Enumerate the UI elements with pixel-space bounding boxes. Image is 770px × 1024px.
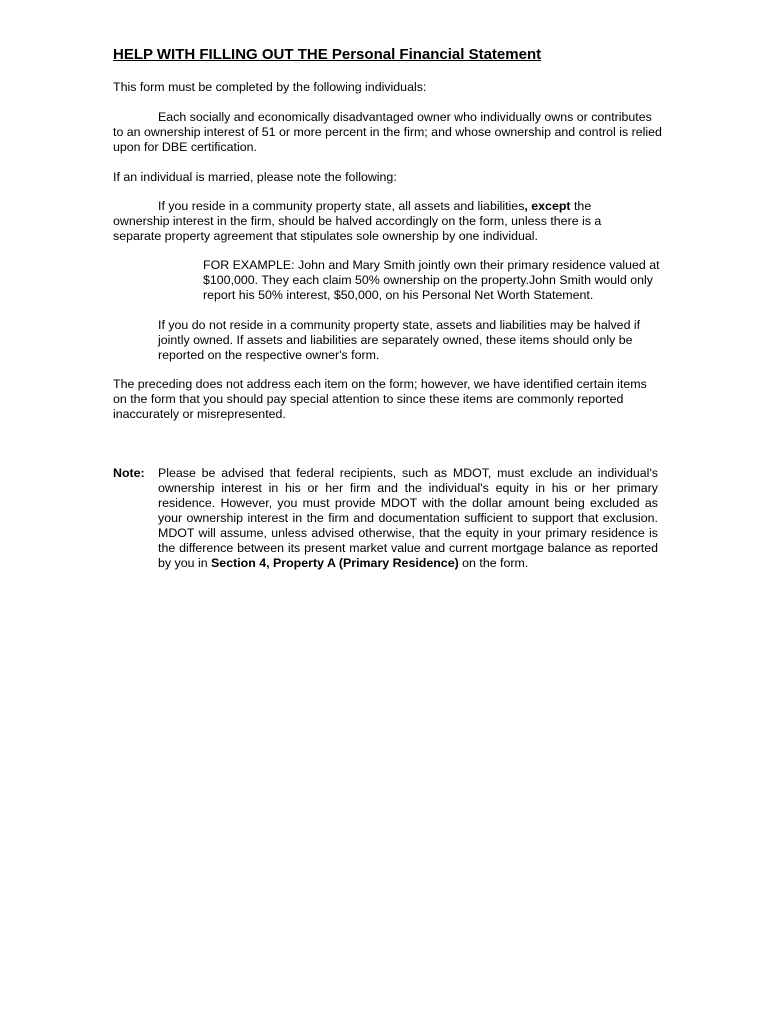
document-title: HELP WITH FILLING OUT THE Personal Financial Statement [113, 46, 542, 63]
note-text-part2: on the form. [458, 556, 529, 570]
community-property-paragraph [113, 199, 643, 244]
owner-paragraph: Each socially and economically disadvantaged owner who individually owns or contributes to an ownership interest of 51 or more percent in the firm; and whose ownership and control is relied upon for DBE certification. [113, 110, 662, 154]
married-intro-paragraph: If an individual is married, please note the following: [113, 170, 397, 184]
example-paragraph: FOR EXAMPLE: John and Mary Smith jointly own their primary residence valued at $100,000. They each claim 50% ownership on the property.John Smith would only report his 50% interest, $50,000, on his Personal Net Worth Statement. [203, 258, 660, 302]
preceding-paragraph: The preceding does not address each item on the form; however, we have identified certain items on the form that you should pay special attention to since these items are commonly reported inaccurately or misrepresented. [113, 377, 647, 421]
community-bold-except: , except [524, 199, 571, 213]
note-label: Note: [113, 466, 145, 480]
note-text-part1: Please be advised that federal recipients, such as MDOT, must exclude an individual's ownership interest in his or her firm and the individual's equity in his or her primary residence. However, you must provide MDOT with the dollar amount being excluded as your ownership interest in the firm and documentation sufficient to support that exclusion. MDOT will assume, unless advised otherwise, that the equity in your primary residence is the difference between its present market value and current mortgage balance as reported by you in [158, 466, 658, 570]
community-text-part1: If you reside in a community property state, all assets and liabilities [158, 199, 525, 213]
intro-paragraph: This form must be completed by the following individuals: [113, 80, 427, 94]
note-body [158, 466, 658, 571]
community-text-part2: the ownership interest in the firm, should be halved accordingly on the form, unless there is a separate property agreement that stipulates sole ownership by one individual. [113, 199, 602, 243]
non-community-paragraph: If you do not reside in a community property state, assets and liabilities may be halved if jointly owned. If assets and liabilities are separately owned, these items should only be reported on the respective owner's form. [158, 318, 641, 362]
note-bold-section: Section 4, Property A (Primary Residence) [211, 556, 459, 570]
